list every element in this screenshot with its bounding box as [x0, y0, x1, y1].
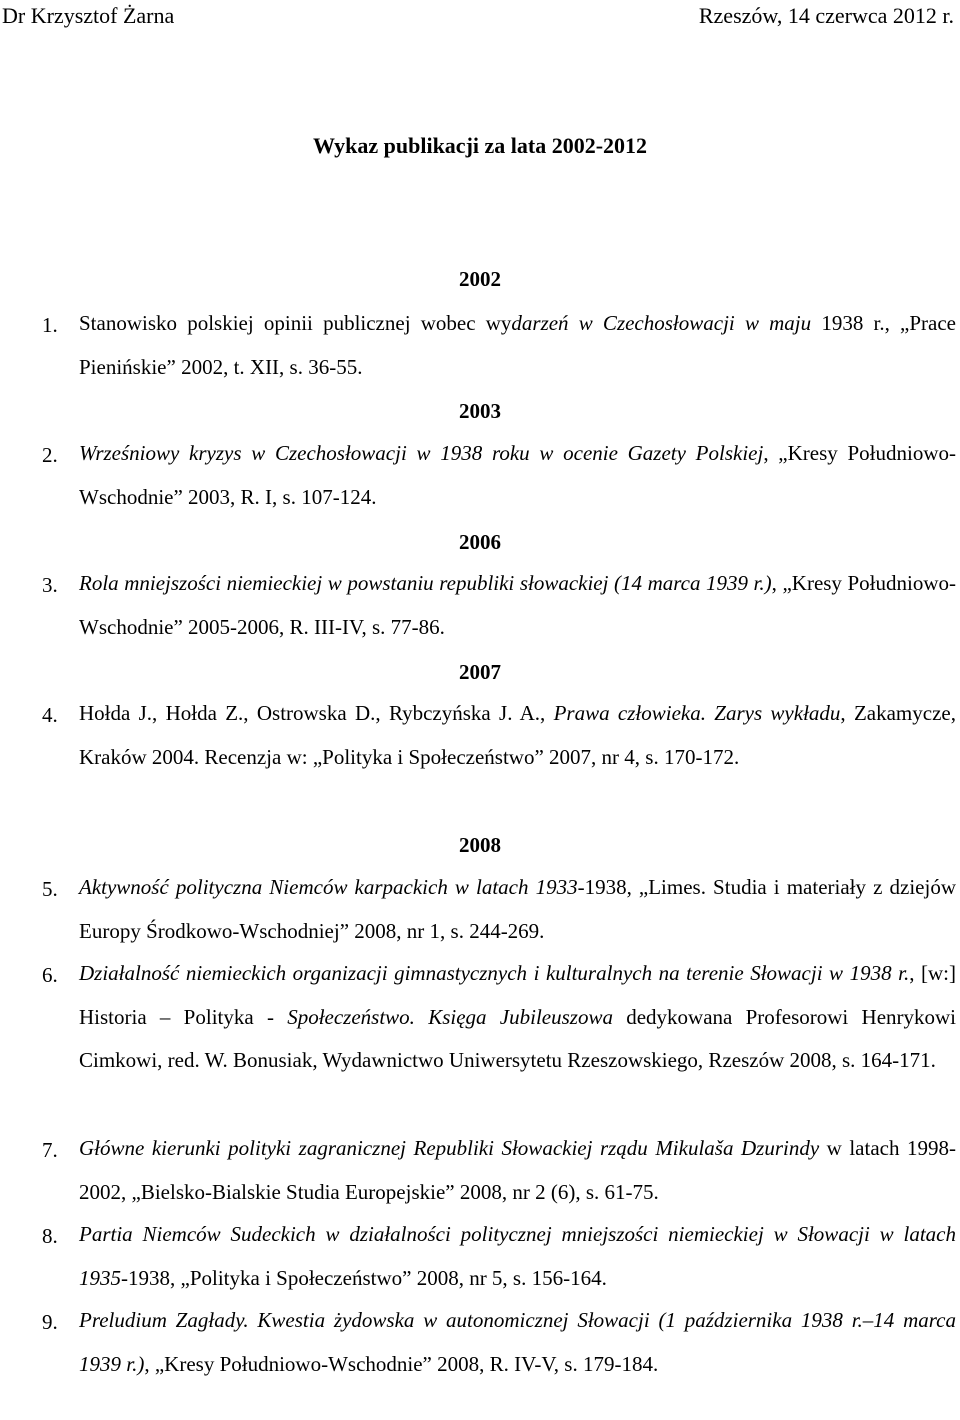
- entry-number: 3.: [42, 573, 58, 597]
- entry-text: Wrześniowy kryzys w Czechosłowacji w 1938 roku w ocenie Gazety Polskiej, „Kresy Południowo-Wschodnie” 2003, R. I, s. 107-124.: [79, 441, 956, 509]
- year-heading-2007: 2007: [459, 660, 501, 684]
- document-title: Wykaz publikacji za lata 2002-2012: [312, 133, 648, 158]
- publication-entry: [42, 877, 956, 964]
- entry-number: 5.: [42, 877, 58, 901]
- entry-text: Stanowisko polskiej opinii publicznej wobec wydarzeń w Czechosłowacji w maju 1938 r., „Prace Pienińskie” 2002, t. XII, s. 36-55.: [79, 311, 956, 379]
- entry-text: Partia Niemców Sudeckich w działalności politycznej mniejszości niemieckiej w Słowacji w latach 1935-1938, „Polityka i Społeczeństwo” 2008, nr 5, s. 156-164.: [79, 1222, 956, 1290]
- author-name: Dr Krzysztof Żarna: [2, 3, 175, 28]
- entry-text: Rola mniejszości niemieckiej w powstaniu republiki słowackiej (14 marca 1939 r.), „Kresy Południowo-Wschodnie” 2005-2006, R. III-IV, s. 77-86.: [79, 571, 956, 639]
- entry-number: 9.: [42, 1310, 58, 1334]
- entry-number: 1.: [42, 313, 58, 337]
- publication-entry: [42, 443, 956, 530]
- year-heading-2006: 2006: [459, 530, 501, 554]
- year-heading-2002: 2002: [459, 267, 501, 291]
- publication-entry: [42, 1310, 956, 1397]
- entry-number: 2.: [42, 443, 58, 467]
- entry-number: 6.: [42, 963, 58, 987]
- publication-entry: [42, 703, 956, 790]
- entry-text: Główne kierunki polityki zagranicznej Republiki Słowackiej rządu Mikulaša Dzurindy w latach 1998-2002, „Bielsko-Bialskie Studia Europejskie” 2008, nr 2 (6), s. 61-75.: [79, 1136, 956, 1204]
- entry-number: 8.: [42, 1224, 58, 1248]
- year-heading-2008: 2008: [459, 833, 501, 857]
- entry-text: Aktywność polityczna Niemców karpackich w latach 1933-1938, „Limes. Studia i materiały z dziejów Europy Środkowo-Wschodniej” 2008, nr 1, s. 244-269.: [79, 875, 956, 943]
- place-date: Rzeszów, 14 czerwca 2012 r.: [698, 3, 954, 28]
- publication-entry: [42, 1224, 956, 1311]
- entry-text: Działalność niemieckich organizacji gimnastycznych i kulturalnych na terenie Słowacji w 1938 r., [w:] Historia – Polityka - Społeczeństwo. Księga Jubileuszowa dedykowana Profesorowi Henrykowi Cimkowi, red. W. Bonusiak, Wydawnictwo Uniwersytetu Rzeszowskiego, Rzeszów 2008, s. 164-171.: [79, 961, 957, 1072]
- publication-entry: [42, 573, 956, 660]
- publication-entry: [42, 1138, 956, 1225]
- year-heading-2003: 2003: [459, 399, 501, 423]
- publication-entry: [42, 313, 956, 400]
- entry-text: Preludium Zagłady. Kwestia żydowska w autonomicznej Słowacji (1 października 1938 r.–14 marca 1939 r.), „Kresy Południowo-Wschodnie” 2008, R. IV-V, s. 179-184.: [79, 1308, 956, 1376]
- entry-number: 7.: [42, 1138, 58, 1162]
- entry-number: 4.: [42, 703, 58, 727]
- publication-entry: [42, 963, 956, 1094]
- entry-text: Hołda J., Hołda Z., Ostrowska D., Rybczyńska J. A., Prawa człowieka. Zarys wykładu, Zakamycze, Kraków 2004. Recenzja w: „Polityka i Społeczeństwo” 2007, nr 4, s. 170-172.: [79, 701, 956, 769]
